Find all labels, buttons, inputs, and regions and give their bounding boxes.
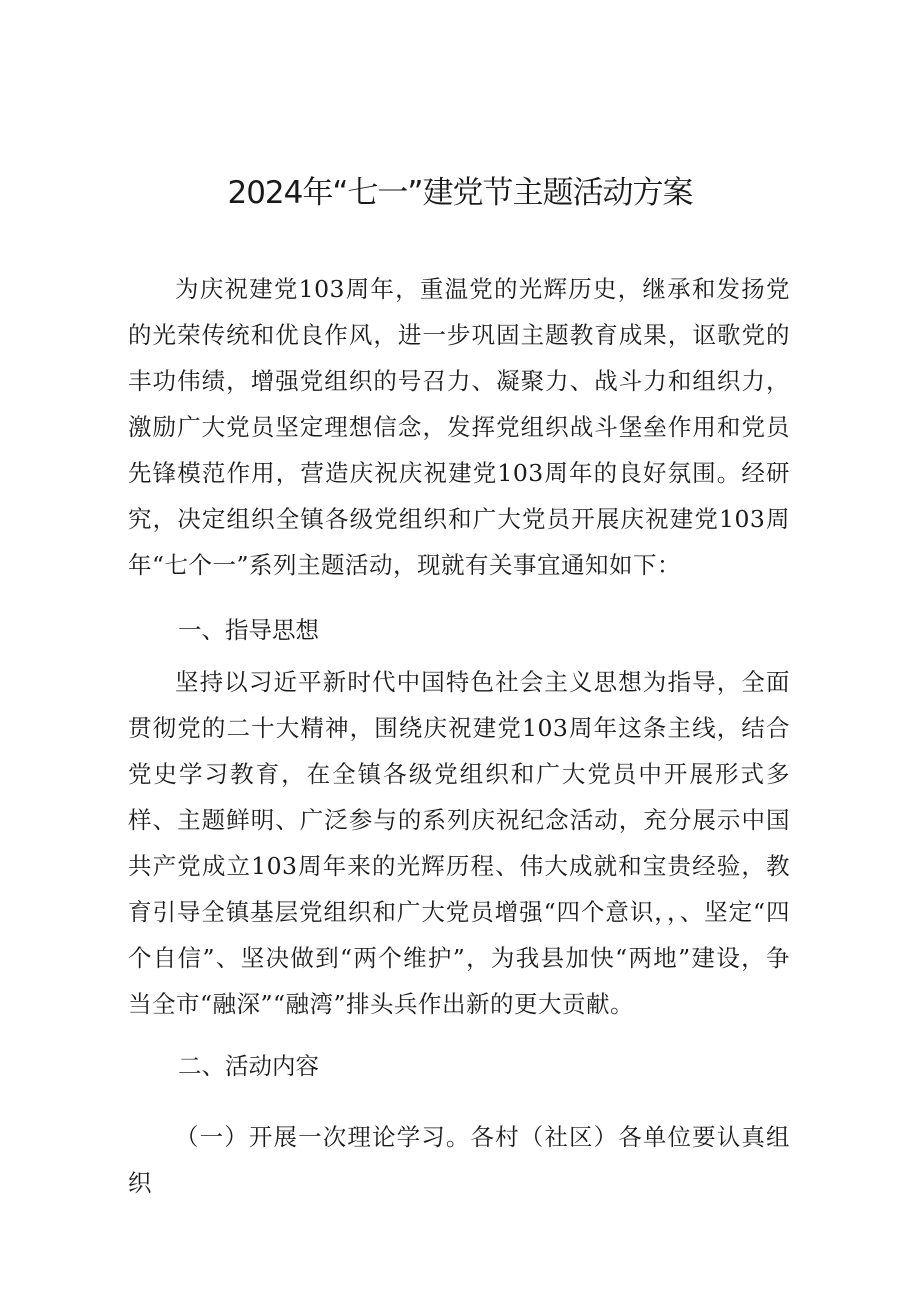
- document-title: 2024年“七一”建党节主题活动方案: [227, 175, 693, 211]
- activity-item-paragraph: （一）开展一次理论学习。各村（社区）各单位要认真组织: [128, 1123, 790, 1197]
- section-heading-activity-content: 二、活动内容: [178, 1052, 319, 1080]
- intro-paragraph: 为庆祝建党103周年，重温党的光辉历史，继承和发扬党的光荣传统和优良作风，进一步巩固主题教育成果，讴歌党的丰功伟绩，增强党组织的号召力、凝聚力、战斗力和组织力，激励广大党员坚定理想信念，发挥党组织战斗堡垒作用和党员先锋模范作用，营造庆祝庆祝建党103周年的良好氛围。经研究，决定组织全镇各级党组织和广大党员开展庆祝建党103周年“七个一”系列主题活动，现就有关事宜通知如下：: [128, 275, 790, 579]
- guiding-ideology-paragraph: 坚持以习近平新时代中国特色社会主义思想为指导，全面贯彻党的二十大精神，围绕庆祝建党103周年这条主线，结合党史学习教育，在全镇各级党组织和广大党员中开展形式多样、主题鲜明、广泛参与的系列庆祝纪念活动，充分展示中国共产党成立103周年来的光辉历程、伟大成就和宝贵经验，教育引导全镇基层党组织和广大党员增强“四个意识，，、坚定“四个自信”、坚决做到“两个维护”，为我县加快“两地”建设，争当全市“融深”“融湾”排头兵作出新的更大贡献。: [128, 668, 790, 1018]
- section-heading-guiding-ideology: 一、指导思想: [178, 616, 319, 644]
